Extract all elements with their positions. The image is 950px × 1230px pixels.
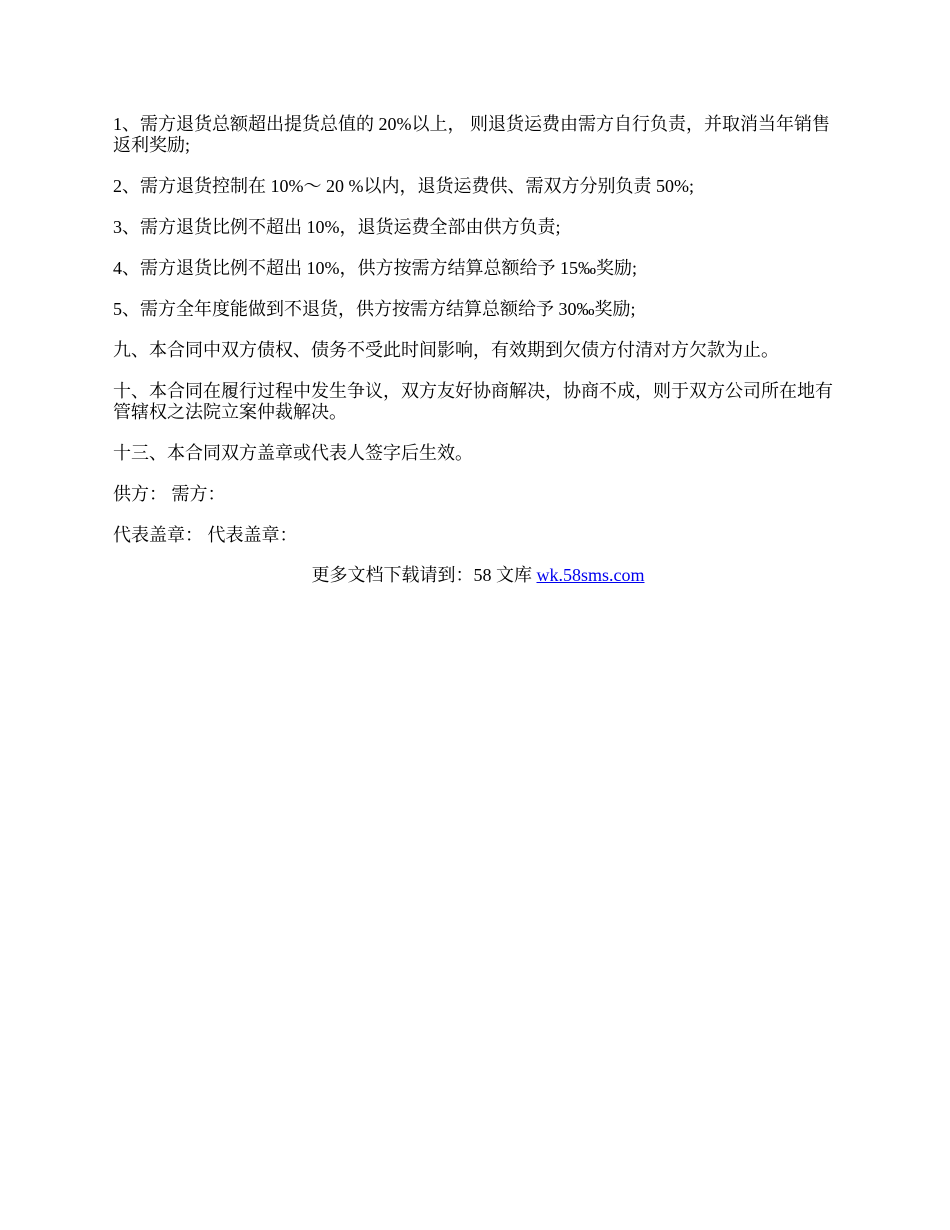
signature-parties: 供方： 需方： bbox=[113, 484, 226, 504]
paragraph-reward-30: 5、需方全年度能做到不退货，供方按需方结算总额给予 30‰奖励; bbox=[113, 299, 636, 319]
paragraph-return-over-20: 1、需方退货总额超出提货总值的 20%以上， 则退货运费由需方自行负责，并取消当年销售返利奖励; bbox=[113, 114, 830, 155]
signature-seals: 代表盖章： 代表盖章： bbox=[113, 525, 298, 545]
paragraph-return-under-10: 3、需方退货比例不超出 10%，退货运费全部由供方负责; bbox=[113, 217, 561, 237]
paragraph-clause-nine: 九、本合同中双方债权、债务不受此时间影响，有效期到欠债方付清对方欠款为止。 bbox=[113, 340, 779, 360]
document-page bbox=[113, 114, 843, 606]
paragraph-reward-15: 4、需方退货比例不超出 10%，供方按需方结算总额给予 15‰奖励; bbox=[113, 258, 637, 278]
paragraph-return-10-20: 2、需方退货控制在 10%～ 20 %以内，退货运费供、需双方分别负责 50%; bbox=[113, 176, 694, 196]
footer-prefix: 更多文档下载请到：58 文库 bbox=[311, 565, 537, 585]
footer-download-note bbox=[113, 565, 843, 586]
paragraph-clause-thirteen: 十三、本合同双方盖章或代表人签字后生效。 bbox=[113, 443, 473, 463]
footer-link[interactable]: wk.58sms.com bbox=[536, 565, 645, 585]
paragraph-clause-ten: 十、本合同在履行过程中发生争议，双方友好协商解决，协商不成，则于双方公司所在地有管辖权之法院立案仲裁解决。 bbox=[113, 381, 833, 422]
